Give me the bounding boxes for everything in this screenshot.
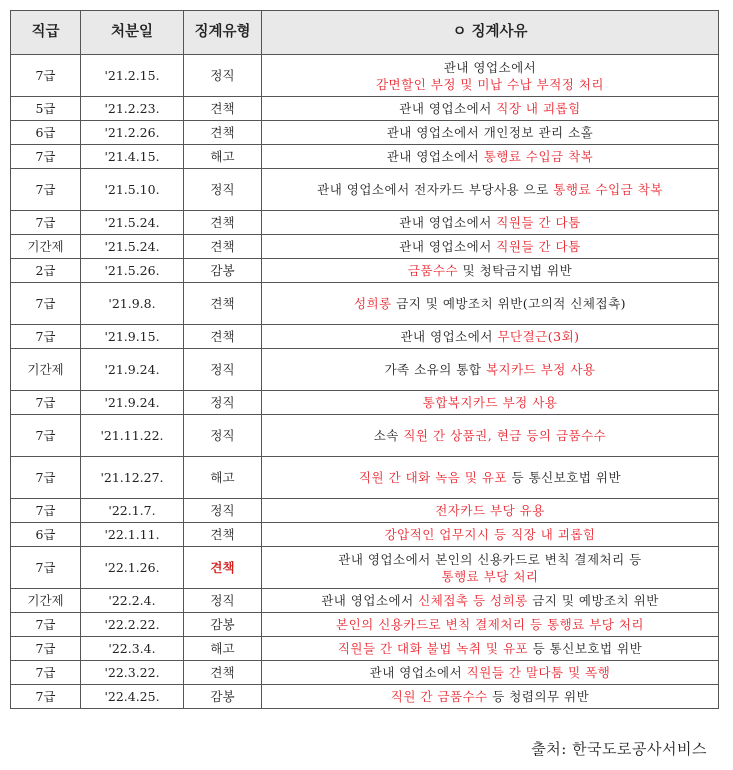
reason-highlight: 직원들 간 말다툼 및 폭행 bbox=[466, 665, 611, 680]
reason-text: 관내 영업소에서 bbox=[369, 665, 467, 680]
reason-highlight: 강압적인 업무지시 등 직장 내 괴롭힘 bbox=[384, 527, 596, 542]
reason-highlight: 직장 내 괴롭힘 bbox=[496, 101, 581, 116]
cell-date: '22.4.25. bbox=[81, 685, 184, 709]
cell-type: 정직 bbox=[184, 499, 262, 523]
cell-date: '21.5.10. bbox=[81, 169, 184, 211]
cell-type: 견책 bbox=[184, 547, 262, 589]
cell-reason bbox=[262, 235, 719, 259]
cell-reason bbox=[262, 97, 719, 121]
table-row bbox=[11, 589, 719, 613]
cell-date: '21.9.15. bbox=[81, 325, 184, 349]
cell-reason bbox=[262, 121, 719, 145]
cell-grade: 6급 bbox=[11, 121, 81, 145]
table-row bbox=[11, 499, 719, 523]
cell-date: '21.2.23. bbox=[81, 97, 184, 121]
reason-text: 관내 영업소에서 bbox=[399, 215, 497, 230]
cell-date: '21.2.15. bbox=[81, 55, 184, 97]
cell-type: 견책 bbox=[184, 325, 262, 349]
table-row bbox=[11, 283, 719, 325]
reason-text: 관내 영업소에서 bbox=[443, 59, 537, 75]
cell-type: 견책 bbox=[184, 661, 262, 685]
cell-date: '22.1.11. bbox=[81, 523, 184, 547]
table-row bbox=[11, 121, 719, 145]
table-row bbox=[11, 457, 719, 499]
cell-date: '21.9.8. bbox=[81, 283, 184, 325]
cell-type: 정직 bbox=[184, 415, 262, 457]
reason-highlight: 직원 간 대화 녹음 및 유포 bbox=[358, 470, 508, 485]
table-row bbox=[11, 55, 719, 97]
table-row bbox=[11, 97, 719, 121]
header-reason: ㅇ 징계사유 bbox=[262, 11, 719, 55]
cell-type: 견책 bbox=[184, 283, 262, 325]
cell-reason bbox=[262, 283, 719, 325]
reason-highlight: 통행료 수입금 착복 bbox=[483, 149, 594, 164]
table-row bbox=[11, 169, 719, 211]
cell-grade: 5급 bbox=[11, 97, 81, 121]
cell-grade: 7급 bbox=[11, 613, 81, 637]
reason-highlight: 신체접촉 등 성희롱 bbox=[418, 593, 528, 608]
cell-type: 감봉 bbox=[184, 613, 262, 637]
cell-type: 견책 bbox=[184, 121, 262, 145]
cell-reason bbox=[262, 523, 719, 547]
cell-date: '21.2.26. bbox=[81, 121, 184, 145]
cell-type: 정직 bbox=[184, 349, 262, 391]
cell-type: 정직 bbox=[184, 169, 262, 211]
cell-reason bbox=[262, 169, 719, 211]
cell-reason bbox=[262, 685, 719, 709]
table-row bbox=[11, 547, 719, 589]
cell-grade: 6급 bbox=[11, 523, 81, 547]
cell-date: '22.2.22. bbox=[81, 613, 184, 637]
reason-text: 관내 영업소에서 전자카드 부당사용 으로 bbox=[317, 182, 554, 197]
table-row bbox=[11, 637, 719, 661]
cell-grade: 기간제 bbox=[11, 235, 81, 259]
cell-grade: 7급 bbox=[11, 457, 81, 499]
cell-date: '21.4.15. bbox=[81, 145, 184, 169]
cell-date: '21.11.22. bbox=[81, 415, 184, 457]
cell-date: '22.3.22. bbox=[81, 661, 184, 685]
cell-reason bbox=[262, 613, 719, 637]
reason-highlight: 직원들 간 다툼 bbox=[496, 239, 581, 254]
reason-text: 관내 영업소에서 bbox=[400, 329, 498, 344]
reason-highlight: 성희롱 bbox=[353, 296, 392, 311]
table-row bbox=[11, 349, 719, 391]
cell-type: 정직 bbox=[184, 589, 262, 613]
reason-text-tail: 금지 및 예방조치 위반(고의적 신체접촉) bbox=[391, 296, 627, 311]
reason-text-tail: 등 통신보호법 위반 bbox=[507, 470, 622, 485]
reason-text-tail: 등 청렴의무 위반 bbox=[487, 689, 590, 704]
reason-highlight: 복지카드 부정 사용 bbox=[485, 362, 596, 377]
cell-reason bbox=[262, 499, 719, 523]
cell-grade: 7급 bbox=[11, 547, 81, 589]
table-body bbox=[11, 55, 719, 709]
cell-reason bbox=[262, 391, 719, 415]
cell-reason bbox=[262, 259, 719, 283]
reason-highlight: 통행료 부당 처리 bbox=[441, 568, 539, 584]
reason-highlight: 감면할인 부정 및 미납 수납 부적정 처리 bbox=[375, 76, 605, 92]
cell-type: 해고 bbox=[184, 457, 262, 499]
table-row bbox=[11, 325, 719, 349]
reason-text: 관내 영업소에서 bbox=[386, 149, 484, 164]
reason-text: 관내 영업소에서 bbox=[399, 101, 497, 116]
cell-date: '21.5.26. bbox=[81, 259, 184, 283]
cell-type: 견책 bbox=[184, 523, 262, 547]
cell-date: '21.5.24. bbox=[81, 211, 184, 235]
source-note: 출처: 한국도로공사서비스 bbox=[531, 740, 707, 758]
table-row bbox=[11, 661, 719, 685]
header-date: 처분일 bbox=[81, 11, 184, 55]
cell-date: '22.1.26. bbox=[81, 547, 184, 589]
reason-text: 가족 소유의 통합 bbox=[384, 362, 486, 377]
reason-text-tail: 등 통신보호법 위반 bbox=[528, 641, 643, 656]
table-row bbox=[11, 391, 719, 415]
header-type: 징계유형 bbox=[184, 11, 262, 55]
reason-highlight: 통합복지카드 부정 사용 bbox=[422, 395, 558, 410]
discipline-table bbox=[10, 10, 719, 709]
table-row bbox=[11, 415, 719, 457]
cell-reason bbox=[262, 457, 719, 499]
cell-grade: 기간제 bbox=[11, 349, 81, 391]
table-row bbox=[11, 613, 719, 637]
reason-text-tail: 및 청탁금지법 위반 bbox=[458, 263, 573, 278]
table-header-row bbox=[11, 11, 719, 55]
cell-grade: 7급 bbox=[11, 499, 81, 523]
cell-grade: 7급 bbox=[11, 685, 81, 709]
cell-grade: 7급 bbox=[11, 55, 81, 97]
reason-text: 관내 영업소에서 bbox=[399, 239, 497, 254]
cell-grade: 기간제 bbox=[11, 589, 81, 613]
cell-date: '21.9.24. bbox=[81, 391, 184, 415]
cell-date: '22.3.4. bbox=[81, 637, 184, 661]
cell-grade: 7급 bbox=[11, 325, 81, 349]
table-row bbox=[11, 211, 719, 235]
reason-text: 소속 bbox=[373, 428, 404, 443]
cell-grade: 7급 bbox=[11, 391, 81, 415]
header-grade: 직급 bbox=[11, 11, 81, 55]
cell-date: '22.2.4. bbox=[81, 589, 184, 613]
cell-date: '21.12.27. bbox=[81, 457, 184, 499]
cell-type: 정직 bbox=[184, 391, 262, 415]
cell-type: 해고 bbox=[184, 637, 262, 661]
reason-highlight: 통행료 수입금 착복 bbox=[553, 182, 663, 197]
reason-highlight: 전자카드 부당 유용 bbox=[435, 503, 545, 518]
cell-grade: 7급 bbox=[11, 415, 81, 457]
reason-text-tail: 금지 및 예방조치 위반 bbox=[527, 593, 659, 608]
cell-reason bbox=[262, 349, 719, 391]
cell-type: 견책 bbox=[184, 97, 262, 121]
cell-reason bbox=[262, 211, 719, 235]
cell-grade: 7급 bbox=[11, 637, 81, 661]
cell-type: 감봉 bbox=[184, 259, 262, 283]
cell-date: '21.9.24. bbox=[81, 349, 184, 391]
reason-highlight: 직원 간 상품권, 현금 등의 금품수수 bbox=[403, 428, 607, 443]
cell-grade: 7급 bbox=[11, 169, 81, 211]
cell-type: 해고 bbox=[184, 145, 262, 169]
cell-reason bbox=[262, 415, 719, 457]
cell-reason bbox=[262, 589, 719, 613]
cell-type: 정직 bbox=[184, 55, 262, 97]
reason-highlight: 금품수수 bbox=[407, 263, 459, 278]
cell-reason bbox=[262, 55, 719, 97]
cell-reason bbox=[262, 325, 719, 349]
reason-text: 관내 영업소에서 개인정보 관리 소홀 bbox=[386, 125, 594, 140]
reason-highlight: 직원들 간 대화 불법 녹취 및 유포 bbox=[337, 641, 529, 656]
reason-highlight: 직원들 간 다툼 bbox=[496, 215, 581, 230]
table-row bbox=[11, 235, 719, 259]
table-row bbox=[11, 259, 719, 283]
reason-highlight: 무단결근(3회) bbox=[497, 329, 580, 344]
cell-reason bbox=[262, 661, 719, 685]
cell-type: 감봉 bbox=[184, 685, 262, 709]
cell-date: '22.1.7. bbox=[81, 499, 184, 523]
cell-grade: 7급 bbox=[11, 283, 81, 325]
table-row bbox=[11, 523, 719, 547]
cell-grade: 7급 bbox=[11, 661, 81, 685]
cell-grade: 2급 bbox=[11, 259, 81, 283]
cell-type: 견책 bbox=[184, 235, 262, 259]
cell-reason bbox=[262, 547, 719, 589]
reason-highlight: 본인의 신용카드로 변칙 결제처리 등 통행료 부당 처리 bbox=[336, 617, 644, 632]
cell-grade: 7급 bbox=[11, 145, 81, 169]
cell-reason bbox=[262, 145, 719, 169]
reason-text: 관내 영업소에서 bbox=[321, 593, 419, 608]
table-row bbox=[11, 685, 719, 709]
cell-reason bbox=[262, 637, 719, 661]
cell-grade: 7급 bbox=[11, 211, 81, 235]
cell-type: 견책 bbox=[184, 211, 262, 235]
reason-highlight: 직원 간 금품수수 bbox=[390, 689, 488, 704]
reason-text: 관내 영업소에서 본인의 신용카드로 변칙 결제처리 등 bbox=[338, 551, 642, 567]
cell-date: '21.5.24. bbox=[81, 235, 184, 259]
table-row bbox=[11, 145, 719, 169]
